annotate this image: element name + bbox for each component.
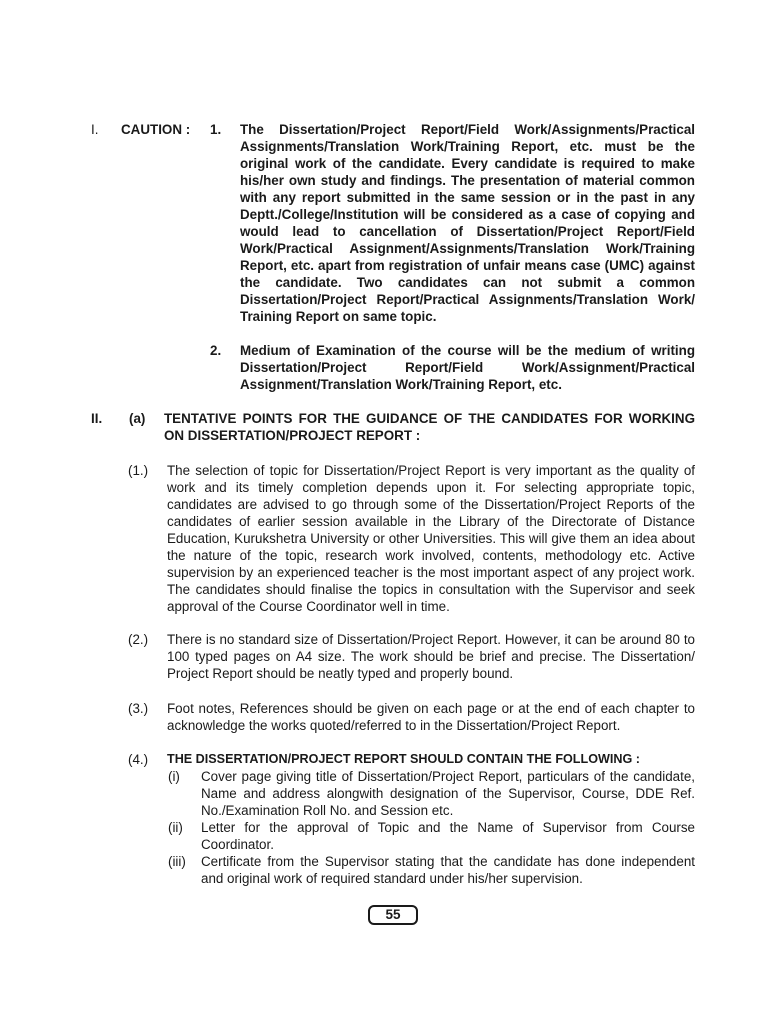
page-number: 55 (368, 905, 418, 925)
point-4-sub-iii-number: (iii) (168, 854, 186, 869)
section-ii-heading: TENTATIVE POINTS FOR THE GUIDANCE OF THE CANDIDATES FOR WORKING ON DISSERTATION/PROJECT REPORT : (164, 411, 695, 443)
point-2-text: There is no standard size of Dissertation/Project Report. However, it can be around 80 to 100 typed pages on A4 size. The work should be brief and precise. The Dissertation/ Project Report should be neatly typed and properly bound. (167, 632, 695, 681)
point-4-sub-iii-text: Certificate from the Supervisor stating that the candidate has done independent and original work of required standard under his/her supervision. (201, 854, 695, 886)
point-4-heading: THE DISSERTATION/PROJECT REPORT SHOULD CONTAIN THE FOLLOWING : (167, 752, 640, 766)
point-4-sub-ii-text: Letter for the approval of Topic and the Name of Supervisor from Course Coordinator. (201, 820, 695, 852)
caution-item-2-number: 2. (210, 343, 222, 358)
point-3-text: Foot notes, References should be given on each page or at the end of each chapter to acknowledge the works quoted/referred to in the Dissertation/Project Report. (167, 701, 695, 733)
caution-item-1-text: The Dissertation/Project Report/Field Work/Assignments/Practical Assignments/Translation Work/Training Report, etc. must be the original work of the candidate. Every candidate is required to make his/her own study and findings. The presentation of material common with any report submitted in the same session or in the past in any Deptt./College/Institution will be considered as a case of copying and would lead to cancellation of Dissertation/Project Report/Field Work/Practical Assignment/Assignments/Translation Work/Training Report, etc. apart from registration of unfair means case (UMC) against the candidate. Two candidates can not submit a common Dissertation/Project Report/Practical Assignments/Translation Work/ Training Report on same topic. (240, 122, 695, 324)
caution-item-2-text: Medium of Examination of the course will be the medium of writing Dissertation/Project Report/Field Work/Assignment/Practical Assignment/Translation Work/Training Report, etc. (240, 343, 695, 392)
section-ii-sub-a: (a) (129, 411, 146, 426)
section-roman-ii: II. (91, 411, 103, 426)
point-1-text: The selection of topic for Dissertation/Project Report is very important as the quality of work and its timely completion depends upon it. For selecting appropriate topic, candidates are advised to go through some of the Dissertation/Project Reports of the candidates of earlier session available in the Library of the Directorate of Distance Education, Kurukshetra University or other Universities. This will give them an idea about the nature of the topic, research work involved, contents, methodology etc. Active supervision by an experienced teacher is the most important aspect of any project work. The candidates should finalise the topics in consultation with the Supervisor and seek approval of the Course Coordinator well in time. (167, 463, 695, 614)
point-1-number: (1.) (128, 463, 149, 478)
point-4-sub-i-text: Cover page giving title of Dissertation/Project Report, particulars of the candidate, Name and address alongwith designation of the Supervisor, Course, DDE Ref. No./Examination Roll No. and Session etc. (201, 769, 695, 818)
section-roman-i: I. (91, 122, 99, 137)
caution-item-1-number: 1. (210, 122, 222, 137)
point-2-number: (2.) (128, 632, 149, 647)
point-4-sub-i-number: (i) (168, 769, 180, 784)
caution-label: CAUTION : (121, 122, 191, 137)
point-4-number: (4.) (128, 752, 149, 767)
point-3-number: (3.) (128, 701, 149, 716)
point-4-sub-ii-number: (ii) (168, 820, 183, 835)
